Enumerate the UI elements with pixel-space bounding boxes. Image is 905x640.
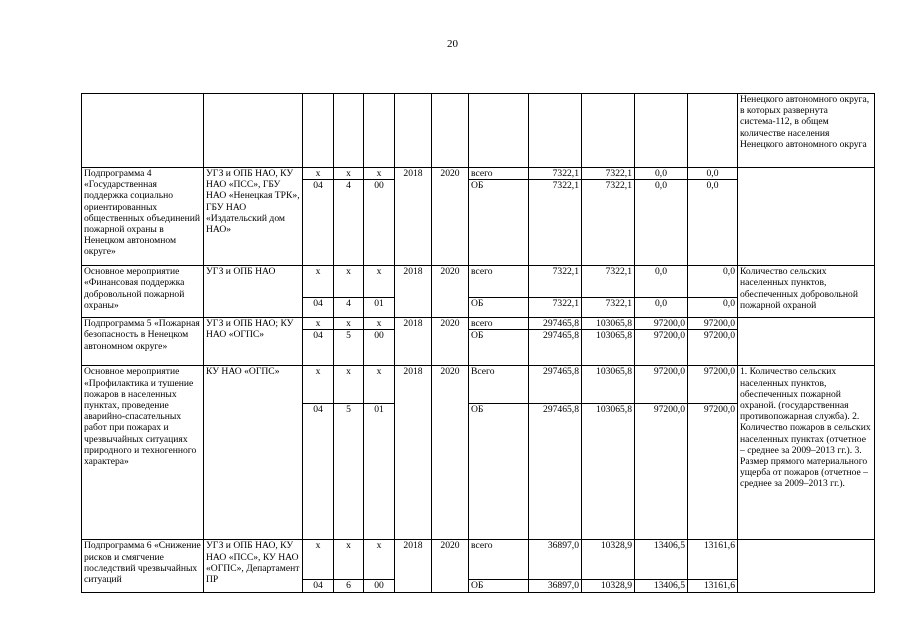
amount-cell: 0,0 (688, 168, 738, 180)
cell (303, 94, 334, 168)
source-cell: ОБ (469, 404, 529, 540)
code-cell: х (303, 540, 334, 580)
table-row (82, 366, 875, 404)
code-cell: 6 (334, 580, 364, 592)
amount-cell: 13161,6 (688, 540, 738, 580)
end-year: 2020 (432, 318, 469, 366)
table-row (82, 540, 875, 580)
amount-cell: 103065,8 (582, 330, 635, 366)
amount-cell: 0,0 (688, 266, 738, 298)
source-cell: ОБ (469, 180, 529, 266)
source-cell: Всего (469, 366, 529, 404)
amount-cell: 297465,8 (529, 404, 582, 540)
code-cell: х (334, 366, 364, 404)
amount-cell: 7322,1 (529, 168, 582, 180)
amount-cell: 103065,8 (582, 366, 635, 404)
amount-cell: 13406,5 (635, 540, 688, 580)
amount-cell: 0,0 (688, 298, 738, 318)
end-year: 2020 (432, 266, 469, 318)
code-cell: 5 (334, 330, 364, 366)
code-cell: х (364, 540, 395, 580)
amount-cell: 0,0 (635, 180, 688, 266)
executor: УГЗ и ОПБ НАО (204, 266, 303, 318)
executor: УГЗ и ОПБ НАО; КУ НАО «ОГПС» (204, 318, 303, 366)
source-cell: ОБ (469, 298, 529, 318)
code-cell: х (334, 540, 364, 580)
continuation-row (82, 94, 875, 168)
cell (635, 94, 688, 168)
cell (204, 94, 303, 168)
amount-cell: 7322,1 (529, 180, 582, 266)
source-cell: всего (469, 266, 529, 298)
cell (432, 94, 469, 168)
amount-cell: 7322,1 (582, 168, 635, 180)
code-cell: 04 (303, 580, 334, 592)
amount-cell: 7322,1 (582, 180, 635, 266)
amount-cell: 7322,1 (582, 298, 635, 318)
code-cell: х (334, 318, 364, 330)
code-cell: х (303, 366, 334, 404)
amount-cell: 297465,8 (529, 330, 582, 366)
amount-cell: 10328,9 (582, 580, 635, 592)
code-cell: 04 (303, 330, 334, 366)
start-year: 2018 (395, 540, 432, 592)
amount-cell: 297465,8 (529, 318, 582, 330)
executor: УГЗ и ОПБ НАО, КУ НАО «ПСС», ГБУ НАО «Ненецкая ТРК», ГБУ НАО «Издательский дом НАО» (204, 168, 303, 266)
cell (334, 94, 364, 168)
cell (364, 94, 395, 168)
table-row (82, 266, 875, 298)
code-cell: 04 (303, 404, 334, 540)
indicator-cell (738, 168, 875, 266)
amount-cell: 97200,0 (635, 318, 688, 330)
amount-cell: 36897,0 (529, 540, 582, 580)
cell (395, 94, 432, 168)
table-row (82, 168, 875, 180)
start-year: 2018 (395, 318, 432, 366)
cell (469, 94, 529, 168)
page-number: 20 (447, 38, 458, 50)
code-cell: 00 (364, 180, 395, 266)
code-cell: х (334, 266, 364, 298)
source-cell: ОБ (469, 330, 529, 366)
indicator-cell: 1. Количество сельских населенных пунктов, обеспеченных пожарной охраной. (государственная противопожарная служба). 2. Количество пожаров в сельских населенных пунктах (отчетное – среднее за 2009–2013 гг.). 3. Размер прямого материального ущерба от пожаров (отчетное – среднее за 2009–2013 гг.). (738, 366, 875, 540)
code-cell: х (303, 168, 334, 180)
source-cell: ОБ (469, 580, 529, 592)
amount-cell: 103065,8 (582, 318, 635, 330)
code-cell: х (364, 366, 395, 404)
indicator-cell (738, 318, 875, 366)
amount-cell: 103065,8 (582, 404, 635, 540)
amount-cell: 10328,9 (582, 540, 635, 580)
indicator-cell: Ненецкого автономного округа, в которых развернута система-112, в общем количестве населения Ненецкого автономного округа (738, 94, 875, 168)
end-year: 2020 (432, 168, 469, 266)
amount-cell: 7322,1 (582, 266, 635, 298)
table-row (82, 318, 875, 330)
program-table (81, 93, 875, 593)
code-cell: 5 (334, 404, 364, 540)
amount-cell: 13161,6 (688, 580, 738, 592)
amount-cell: 97200,0 (635, 404, 688, 540)
cell (82, 94, 204, 168)
amount-cell: 97200,0 (688, 366, 738, 404)
code-cell: 00 (364, 580, 395, 592)
executor: КУ НАО «ОГПС» (204, 366, 303, 540)
program-name: Основное мероприятие «Финансовая поддержка добровольной пожарной охраны» (82, 266, 204, 318)
code-cell: 04 (303, 298, 334, 318)
code-cell: 01 (364, 404, 395, 540)
amount-cell: 97200,0 (635, 366, 688, 404)
source-cell: всего (469, 168, 529, 180)
amount-cell: 36897,0 (529, 580, 582, 592)
code-cell: х (364, 168, 395, 180)
amount-cell: 97200,0 (688, 404, 738, 540)
code-cell: х (303, 318, 334, 330)
indicator-cell (738, 540, 875, 592)
program-name: Подпрограмма 6 «Снижение рисков и смягчение последствий чрезвычайных ситуаций (82, 540, 204, 592)
executor: УГЗ и ОПБ НАО, КУ НАО «ПСС», КУ НАО «ОГПС», Департамент ПР (204, 540, 303, 592)
amount-cell: 0,0 (635, 298, 688, 318)
source-cell: всего (469, 318, 529, 330)
amount-cell: 297465,8 (529, 366, 582, 404)
code-cell: х (364, 318, 395, 330)
end-year: 2020 (432, 540, 469, 592)
amount-cell: 7322,1 (529, 298, 582, 318)
code-cell: 00 (364, 330, 395, 366)
cell (688, 94, 738, 168)
source-cell: всего (469, 540, 529, 580)
code-cell: х (364, 266, 395, 298)
code-cell: 4 (334, 298, 364, 318)
end-year: 2020 (432, 366, 469, 540)
amount-cell: 0,0 (635, 168, 688, 180)
amount-cell: 7322,1 (529, 266, 582, 298)
start-year: 2018 (395, 266, 432, 318)
program-name: Подпрограмма 4 «Государственная поддержка социально ориентированных общественных объединений пожарной охраны в Ненецком автономном округе» (82, 168, 204, 266)
amount-cell: 13406,5 (635, 580, 688, 592)
indicator-cell: Количество сельских населенных пунктов, обеспеченных добровольной пожарной охраной (738, 266, 875, 318)
code-cell: 4 (334, 180, 364, 266)
amount-cell: 97200,0 (688, 330, 738, 366)
program-name: Подпрограмма 5 «Пожарная безопасность в Ненецком автономном округе» (82, 318, 204, 366)
code-cell: х (334, 168, 364, 180)
start-year: 2018 (395, 366, 432, 540)
program-name: Основное мероприятие «Профилактика и тушение пожаров в населенных пунктах, проведение аварийно-спасательных работ при пожарах и чрезвычайных ситуациях природного и техногенного характера» (82, 366, 204, 540)
code-cell: 01 (364, 298, 395, 318)
amount-cell: 0,0 (688, 180, 738, 266)
cell (529, 94, 582, 168)
code-cell: х (303, 266, 334, 298)
amount-cell: 0,0 (635, 266, 688, 298)
amount-cell: 97200,0 (635, 330, 688, 366)
start-year: 2018 (395, 168, 432, 266)
cell (582, 94, 635, 168)
code-cell: 04 (303, 180, 334, 266)
amount-cell: 97200,0 (688, 318, 738, 330)
